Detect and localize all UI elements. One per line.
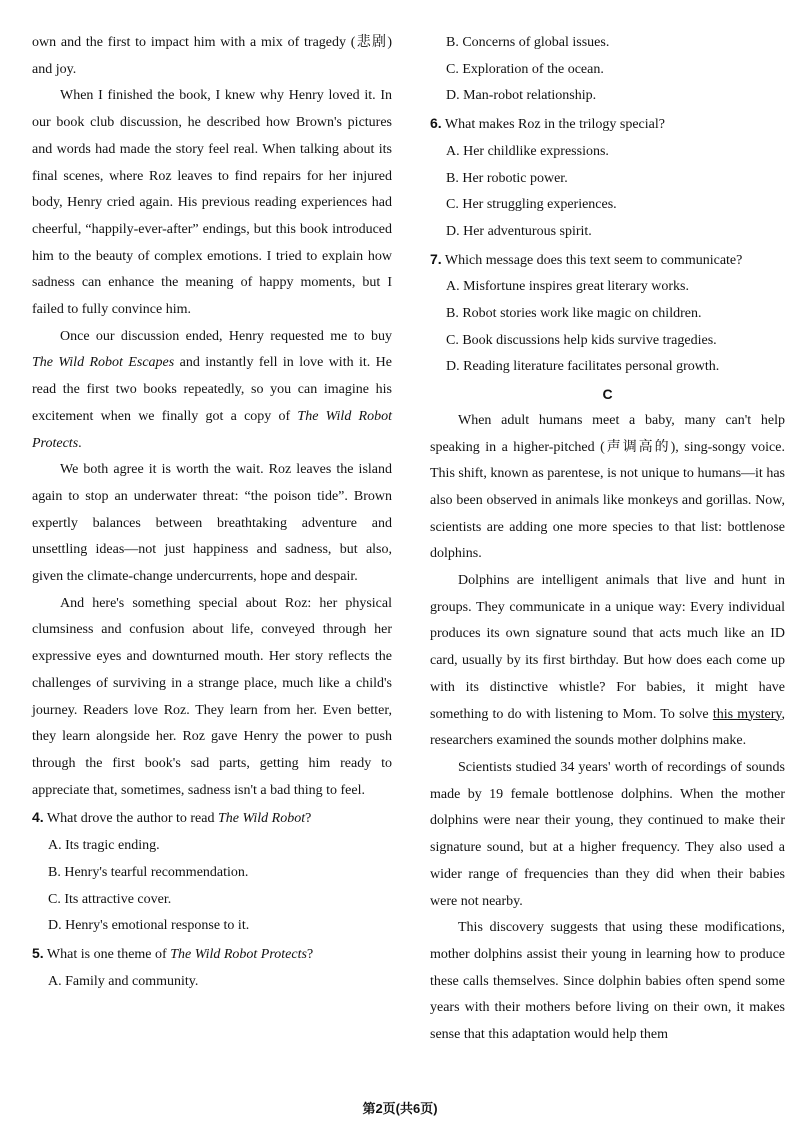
section-heading: C xyxy=(602,386,613,403)
paragraph-worth-the-wait: We both agree it is worth the wait. Roz leaves the island again to stop an underwater threat: “the poison tide”. Brown expertly balances between breathtaking adventure and unsettling ideas—not just happiness and sadness, but also, given the climate-change undercurrents, hope and despair. xyxy=(32,462,392,585)
answer-option: B. Concerns of global issues. xyxy=(446,35,610,50)
paragraph-roz-special: And here's something special about Roz: her physical clumsiness and confusion about life, conveyed through her expressive eyes and downturned mouth. Her story reflects the challenges of surviving in a strange place, much like a child's journey. Readers love Roz. They learn from her. Even better, they learn alongside her. Roz gave Henry the power to push through the first book's sad parts, getting him ready to appreciate that, sometimes, sadness isn't a bad thing to feel. xyxy=(32,595,392,798)
question-5: 5. What is one theme of The Wild Robot Protects? xyxy=(32,944,314,962)
answer-option: A. Misfortune inspires great literary works. xyxy=(446,279,689,295)
answer-option: B. Henry's tearful recommendation. xyxy=(48,864,249,880)
right-column xyxy=(430,30,785,1049)
answer-option: A. Family and community. xyxy=(48,973,199,989)
answer-option: C. Book discussions help kids survive tragedies. xyxy=(446,332,717,348)
answer-option: A. Her childlike expressions. xyxy=(446,143,609,159)
book-title: The Wild Robot Escapes xyxy=(32,355,175,371)
answer-option: B. Her robotic power. xyxy=(446,170,568,186)
book-title: The Wild Robot Protects xyxy=(32,408,392,451)
question-6: 6. What makes Roz in the trilogy special? xyxy=(430,115,665,133)
answer-option: C. Its attractive cover. xyxy=(48,891,172,907)
question-number: 4. xyxy=(32,809,44,826)
question-number: 6. xyxy=(430,115,442,132)
question-number: 5. xyxy=(32,944,44,961)
answer-option: A. Its tragic ending. xyxy=(48,838,160,854)
answer-option: D. Man-robot relationship. xyxy=(446,88,597,104)
answer-option: C. Exploration of the ocean. xyxy=(446,61,604,77)
answer-option: D. Her adventurous spirit. xyxy=(446,223,592,239)
answer-option: D. Henry's emotional response to it. xyxy=(48,918,250,934)
underlined-phrase: this mystery xyxy=(712,706,782,722)
paragraph-sequel-request: Once our discussion ended, Henry requested me to buy The Wild Robot Escapes and instantly fell in love with it. He read the first two books repeatedly, so you can imagine his excitement when we finally got a copy of The Wild Robot Protects. xyxy=(32,328,392,451)
paragraph-discovery: This discovery suggests that using these modifications, mother dolphins assist their young in learning how to produce these calls themselves. Since dolphin babies often spend some years with their mothers before living on their own, it makes sense that this adaptation would help them xyxy=(430,920,785,1043)
paragraph-recordings-study: Scientists studied 34 years' worth of recordings of sounds made by 19 female bottlenose dolphins. When the mother dolphins were near their young, they continued to make their signature sound, but at a higher frequency. They also used a wider range of frequencies than they did when their babies were not nearby. xyxy=(430,759,785,909)
answer-option: D. Reading literature facilitates personal growth. xyxy=(446,359,720,375)
left-column xyxy=(32,30,392,995)
paragraph-continuation: own and the first to impact him with a mix of tragedy (悲剧) and joy. xyxy=(32,35,392,77)
paragraph-dolphin-communication: Dolphins are intelligent animals that live and hunt in groups. They communicate in a unique way: Every individual produces its own signature sound that acts much like an ID card, usually by its first birthday. But how does each come up with its distinctive whistle? For babies, it might have something to do with listening to Mom. To solve this mystery, researchers examined the sounds mother dolphins make. xyxy=(430,573,785,749)
paragraph-parentese: When adult humans meet a baby, many can't help speaking in a higher-pitched (声调高的), sing-songy voice. This shift, known as parentese, is not unique to humans—it has also been observed in animals like monkeys and gorillas. Now, scientists are adding one more species to that list: bottlenose dolphins. xyxy=(430,412,785,562)
question-number: 7. xyxy=(430,250,442,267)
page-footer: 第2页(共6页) xyxy=(362,1101,438,1116)
answer-option: B. Robot stories work like magic on children. xyxy=(446,306,702,322)
paragraph-henry-discussion: When I finished the book, I knew why Henry loved it. In our book club discussion, he described how Brown's pictures and words had made the story feel real. When talking about its final scenes, where Roz leaves to find repairs for her injured body, Henry cried again. His previous reading experiences had cheerful, “happily-ever-after” endings, but this book introduced him to the beauty of complex emotions. I tried to explain how sadness can enhance the meaning of happy moments, but I failed to fully convince him. xyxy=(32,88,392,318)
question-4: 4. What drove the author to read The Wild Robot? xyxy=(32,809,312,827)
question-7: 7. Which message does this text seem to communicate? xyxy=(430,250,743,268)
answer-option: C. Her struggling experiences. xyxy=(446,197,617,213)
